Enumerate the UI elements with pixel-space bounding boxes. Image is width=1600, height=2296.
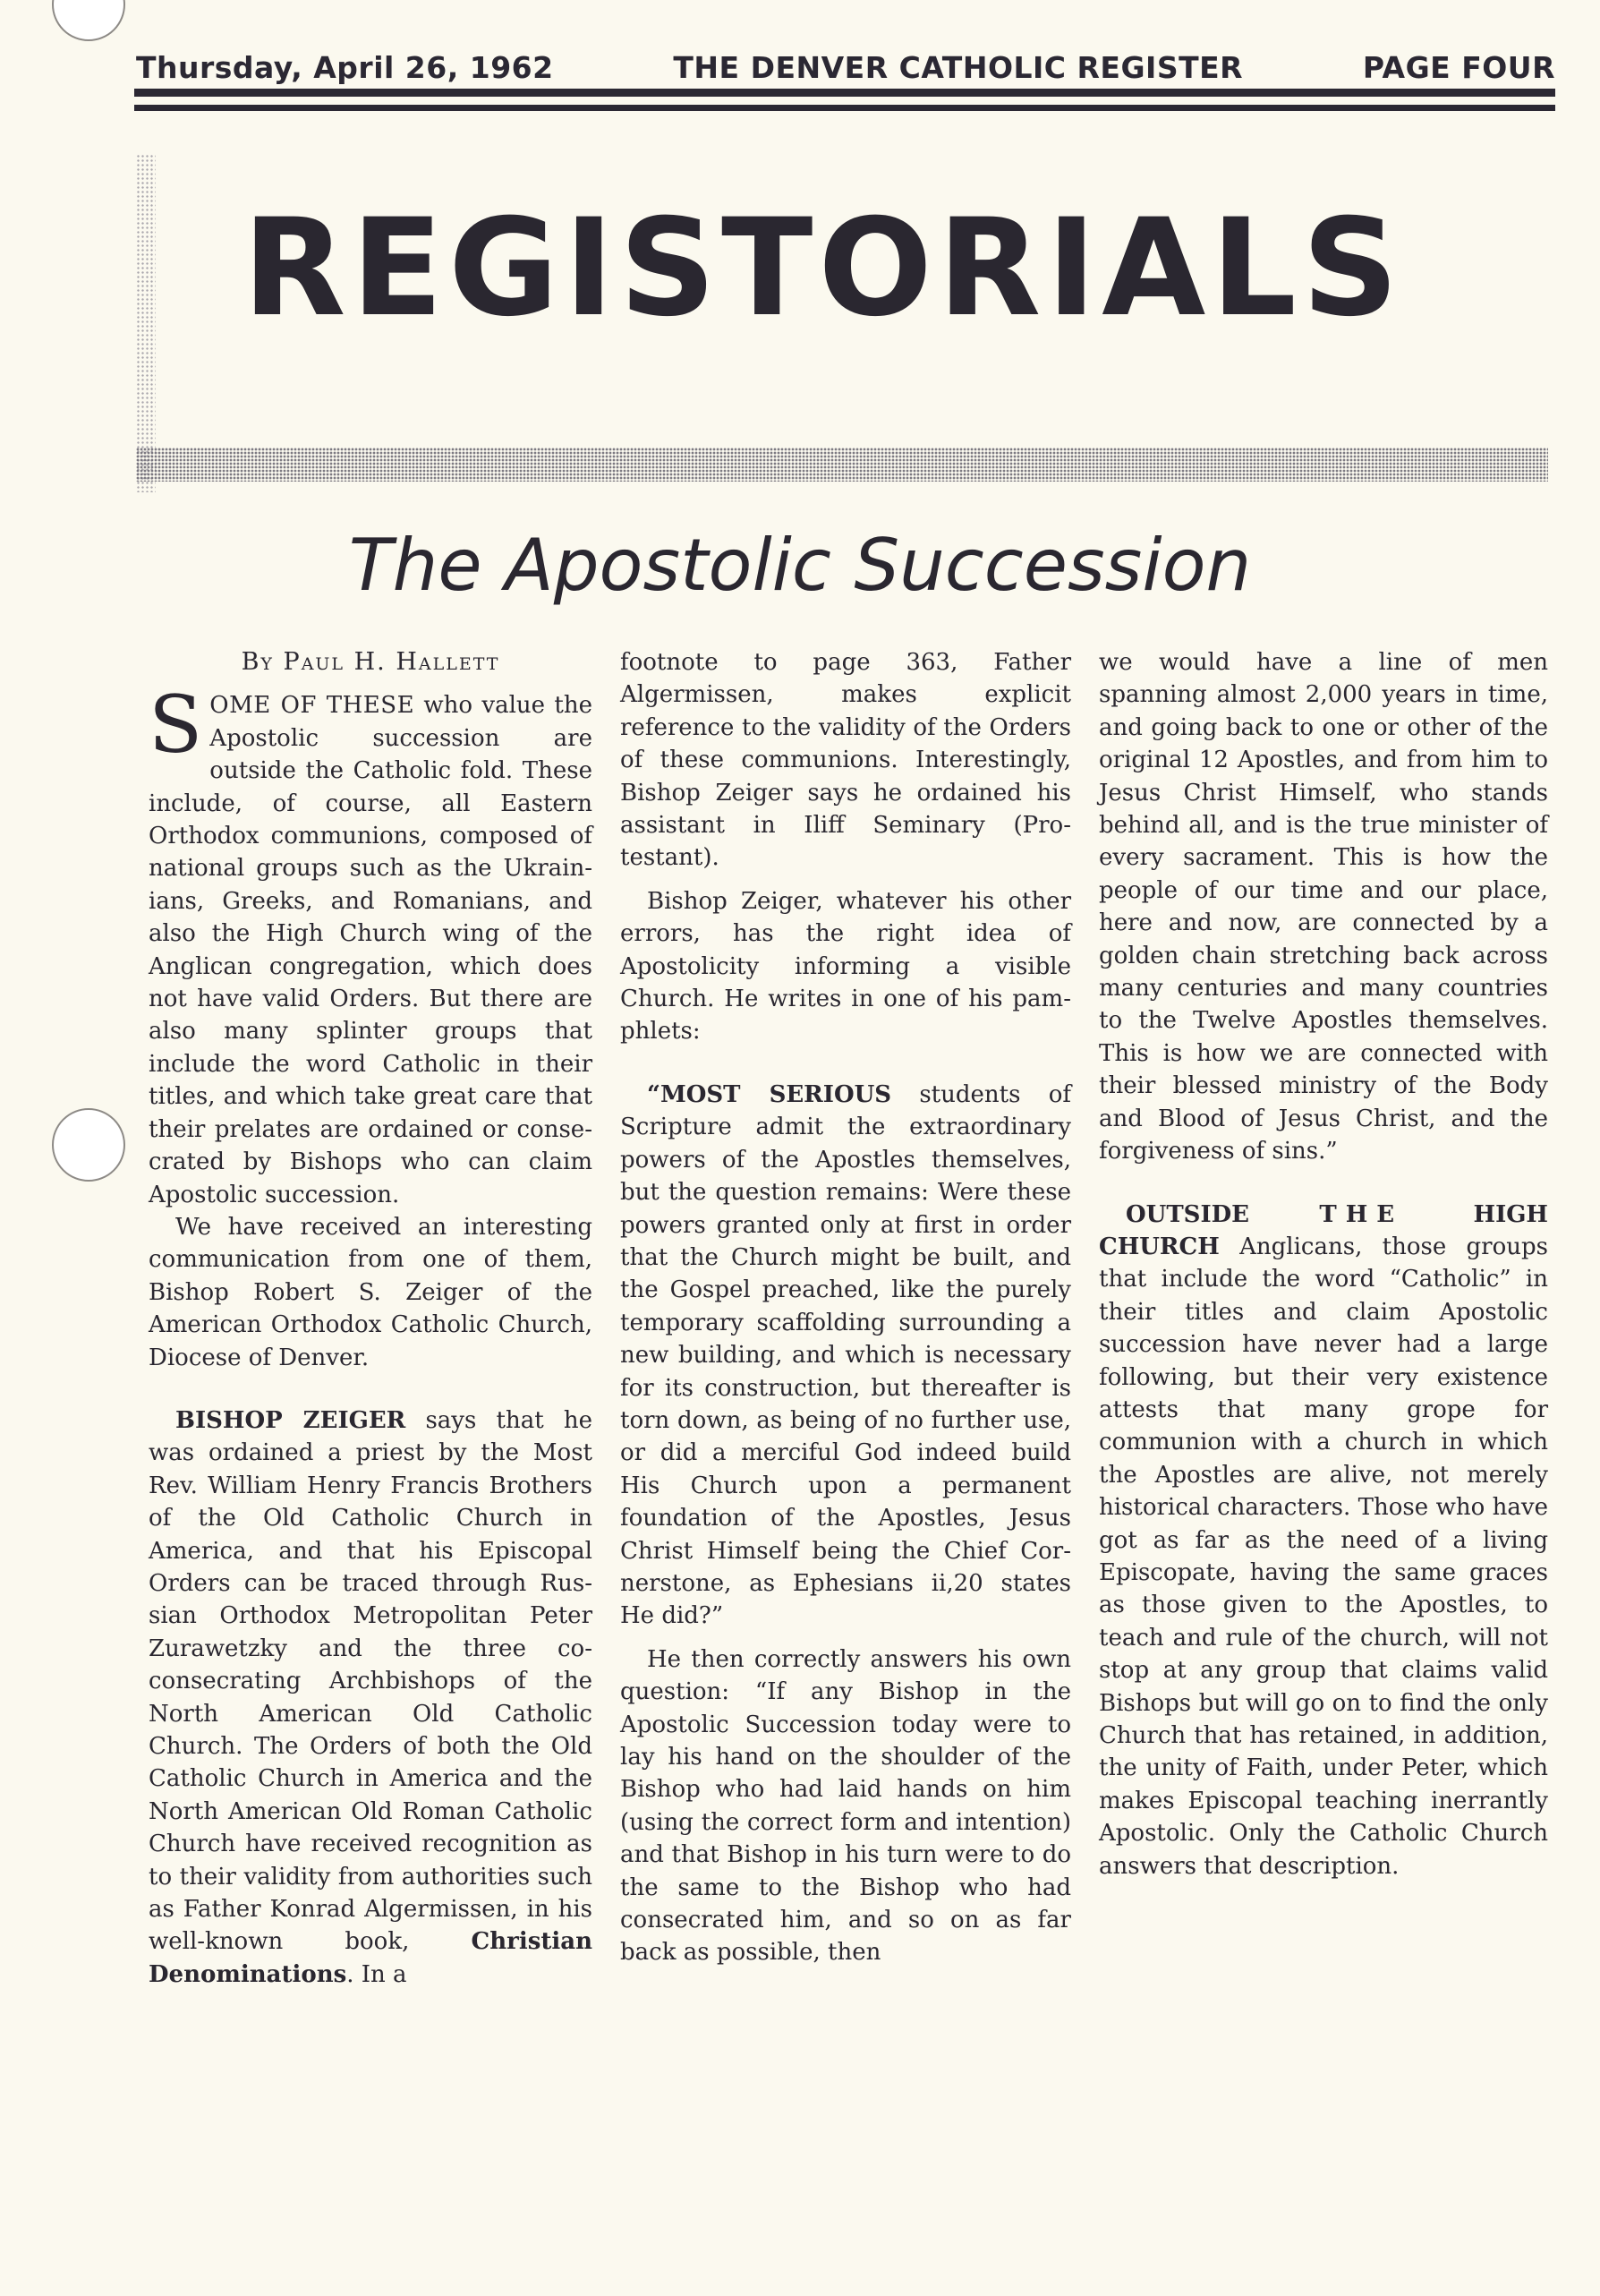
paragraph bbox=[620, 1079, 1071, 1633]
subhead-lead: THE bbox=[1319, 1200, 1404, 1228]
article-headline: The Apostolic Succession bbox=[348, 524, 1252, 607]
masthead-shading-left bbox=[136, 154, 156, 492]
page-number: PAGE FOUR bbox=[1362, 50, 1555, 85]
book-title: Christian Denominations bbox=[149, 1928, 592, 1988]
section-masthead: REGISTORIALS bbox=[243, 191, 1404, 346]
punch-hole-top bbox=[52, 0, 125, 41]
paragraph-text: students of Scripture admit the extraordinary powers of the Apostles themselves, but the question remains: Were these powers granted only at first in order that the Church might be built, and the Gospel preached, like the purely temporary scaffolding surrounding a new building, and which is necessary for its construction, but thereafter is torn down, as being of no further use, or did a merciful God indeed build His Church upon a permanent foundation of the Apostles, Jesus Christ Himself being the Chief Cornerstone, as Ephesians ii,20 states He did?” bbox=[620, 1080, 1071, 1630]
article-column-1 bbox=[149, 646, 592, 1991]
paragraph-text: says that he was ordained a priest by the Most Rev. William Henry Francis Brothers of the Old Catholic Church in America, and that his Episcopal Orders can be traced through Russian Orthodox Metropolitan Peter Zurawetzky and the three co-consecrating Archbishops of the North American Old Catholic Church. The Orders of both the Old Catholic Church in America and the North American Old Roman Catholic Church have received recognition as to their validity from authorities such as Father Konrad Algermissen, in his well-known book, bbox=[149, 1406, 592, 1956]
publication-name: THE DENVER CATHOLIC REGISTER bbox=[673, 50, 1244, 85]
issue-date: Thursday, April 26, 1962 bbox=[136, 50, 554, 85]
punch-hole-middle bbox=[52, 1108, 125, 1182]
paragraph: We have received an interesting communication from one of them, Bishop Robert S. Zeiger of the American Orthodox Catholic Church, Diocese of Denver. bbox=[149, 1213, 592, 1371]
subhead-lead: BISHOP ZEIGER bbox=[175, 1406, 406, 1434]
header-rule-top bbox=[134, 89, 1555, 97]
paragraph bbox=[149, 1404, 592, 1991]
paragraph-text: who value the Apostolic succession are outside the Catholic fold. These include, of course, all Eastern Orthodox communions, composed of national groups such as the Ukrainians, Greeks, and Romanians, and also the High Church wing of the Anglican congregation, which does not have valid Orders. But there are also many splinter groups that include the word Catholic in their titles, and which take great care that their prelates are ordained or consecrated by Bishops who can claim Apostolic succession. bbox=[149, 692, 592, 1208]
article-column-2 bbox=[620, 646, 1071, 1969]
paragraph-text: Anglicans, those groups that include the word “Catholic” in their titles and claim Apostolic succession have never had a large following, but their very existence attests that many grope for communion with a church in which the Apostles are alive, not merely historical characters. Those who have got as far as the need of a living Episcopate, having the same graces as those given to the Apostles, to teach and rule of the church, will not stop at any group that claims valid Bishops but will go on to find the only Church that has retained, in addition, the unity of Faith, under Peter, which makes Episcopal teaching inerrantly Apostolic. Only the Catholic Church answers that description. bbox=[1099, 1233, 1548, 1880]
paragraph bbox=[1099, 1199, 1548, 1883]
article-column-3 bbox=[1099, 646, 1548, 1882]
subhead-lead: “MOST SERIOUS bbox=[647, 1080, 892, 1108]
subhead-lead: OUTSIDE bbox=[1126, 1200, 1249, 1228]
page-header bbox=[136, 50, 1555, 85]
drop-cap: S bbox=[149, 679, 203, 772]
header-rule-bottom bbox=[134, 105, 1555, 111]
lead-in: OME OF THESE bbox=[209, 692, 415, 720]
paragraph: He then correctly answers his own question: “If any Bishop in the Apostolic Succession today were to lay his hand on the shoulder of the Bishop who had laid hands on him (using the correct form and intention) and that Bishop in his turn were to do the same to the Bishop who had consecrated him, and so on as far back as possible, then bbox=[620, 1645, 1071, 1967]
paragraph: we would have a line of men spanning almost 2,000 years in time, and going back to one or other of the original 12 Apostles, and from him to Jesus Christ Himself, who stands behind all, and is the true minister of every sacrament. This is how the people of our time and our place, here and now, are connected by a golden chain stretching back across many centuries and many countries to the Twelve Apostles themselves. This is how we are connected with their blessed ministry of the Body and Blood of Jesus Christ, and the forgiveness of sins.” bbox=[1099, 649, 1548, 1165]
subhead-lead: HIGH CHURCH bbox=[1099, 1200, 1548, 1260]
paragraph: footnote to page 363, Father Algermissen, makes explicit reference to the validity of the Orders of these communions. Interestingly, Bishop Zeiger says he ordained his assistant in Iliff Seminary (Protestant). bbox=[620, 649, 1071, 872]
masthead-shading-bottom bbox=[136, 448, 1548, 482]
byline: By Paul H. Hallett bbox=[241, 648, 500, 676]
paragraph bbox=[149, 679, 592, 1211]
paragraph-text: . In a bbox=[346, 1960, 407, 1988]
paragraph: Bishop Zeiger, whatever his other errors, has the right idea of Apostolicity informing a visible Church. He writes in one of his pamphlets: bbox=[620, 887, 1071, 1046]
